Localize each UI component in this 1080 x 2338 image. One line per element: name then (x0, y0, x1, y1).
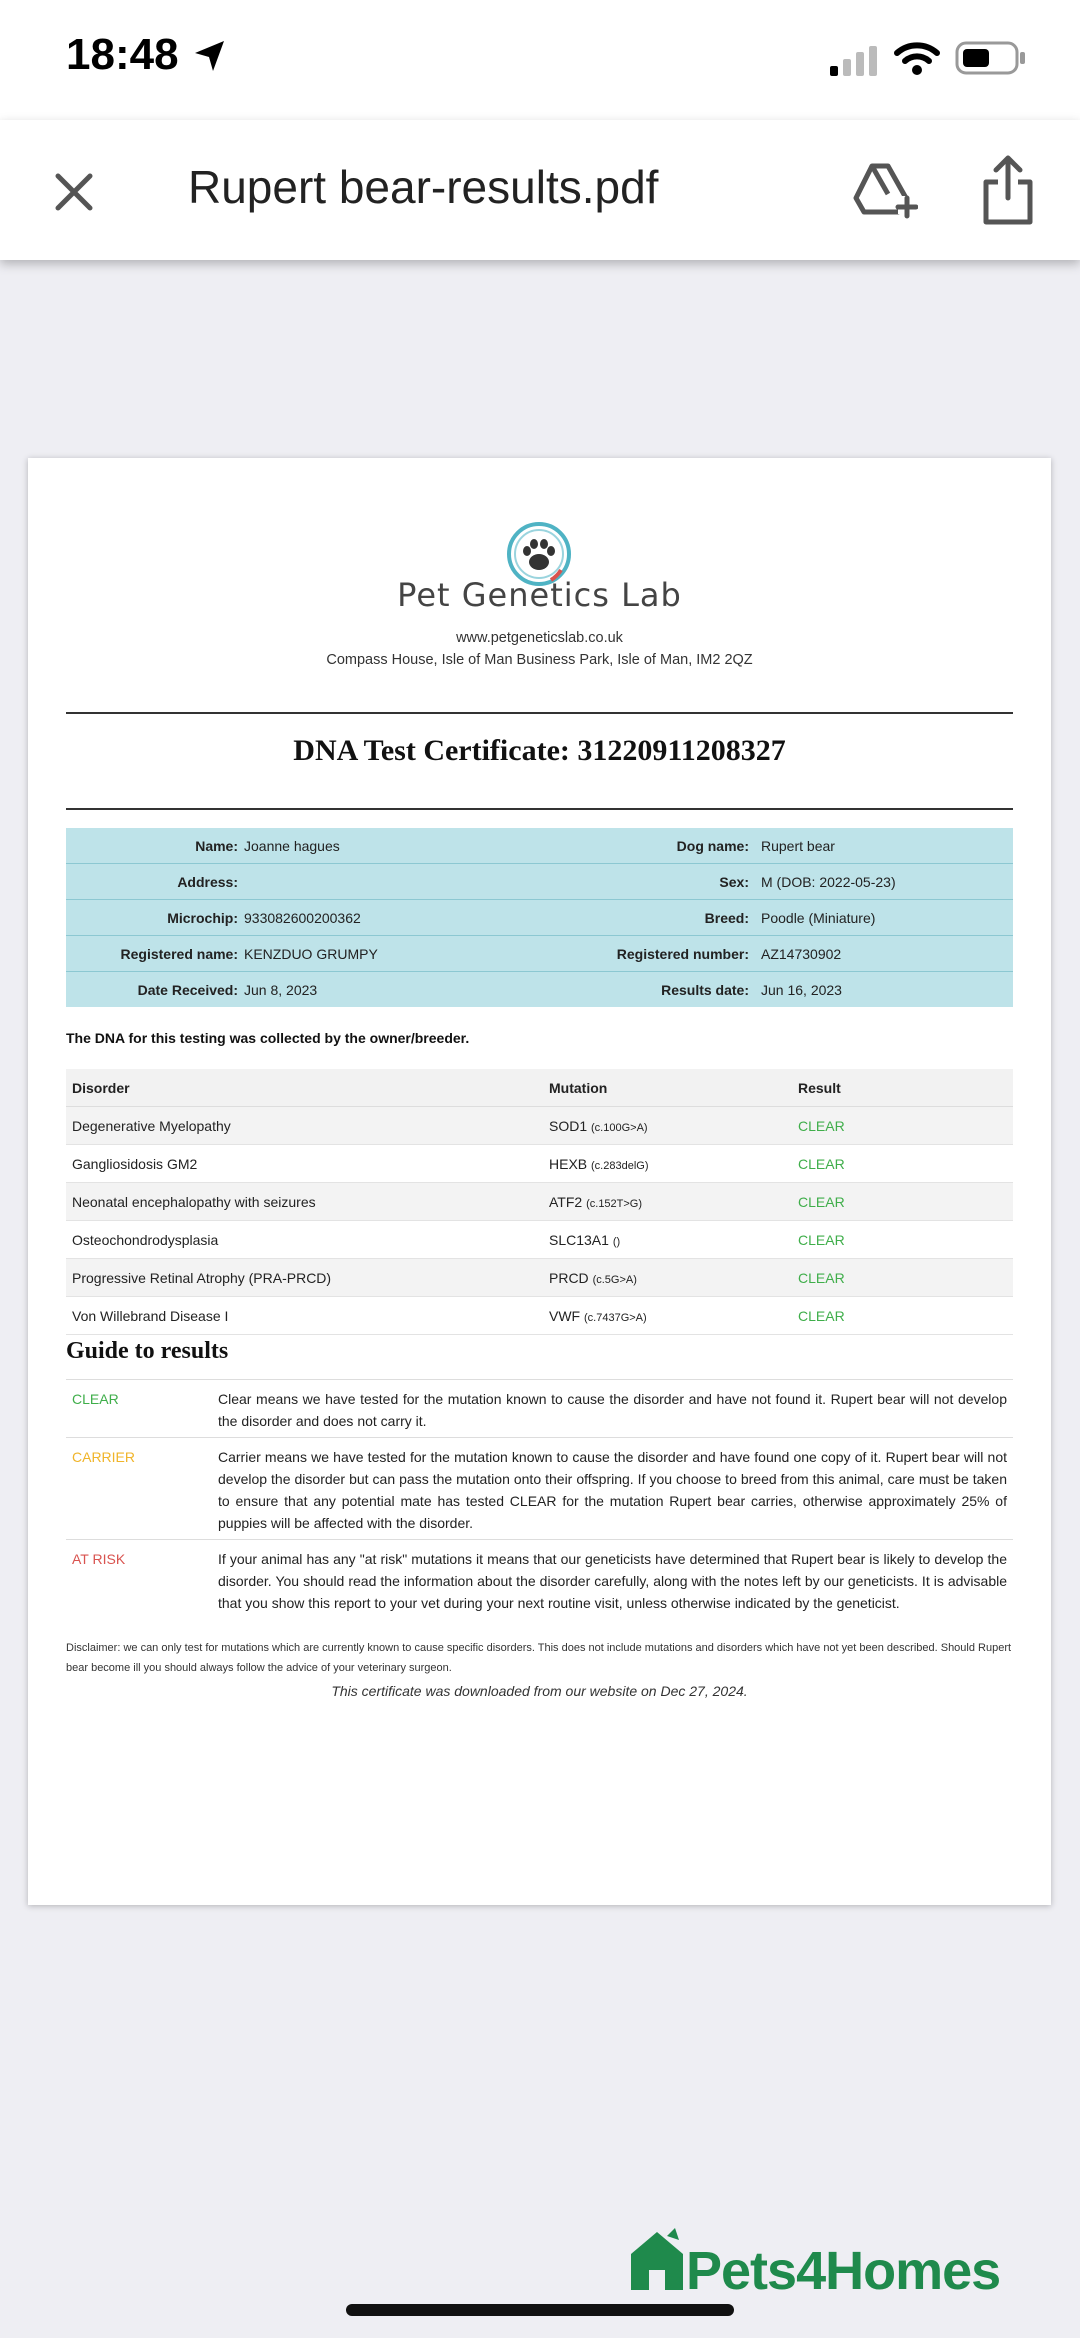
info-row (66, 828, 1013, 864)
table-row (66, 1183, 1013, 1221)
info-label: Breed: (704, 910, 749, 926)
info-label: Registered name: (120, 946, 238, 962)
info-row (66, 936, 1013, 972)
gene-name: PRCD (549, 1269, 589, 1286)
column-header-result: Result (792, 1069, 1013, 1107)
info-value: Jun 16, 2023 (761, 982, 842, 998)
guide-key: CARRIER (66, 1438, 212, 1540)
guide-key: AT RISK (66, 1540, 212, 1620)
info-value: Jun 8, 2023 (244, 982, 318, 998)
info-value: AZ14730902 (761, 946, 842, 962)
info-label: Registered number: (616, 946, 749, 962)
mutation-cell (543, 1145, 792, 1183)
disorder-cell: Degenerative Myelopathy (66, 1107, 543, 1145)
cellular-signal-icon (830, 46, 880, 76)
guide-text: Carrier means we have tested for the mutation known to cause the disorder and have found one copy of it. Rupert bear will not develop the disorder but can pass the mutation onto their offspring. If you choose to breed from this animal, care must be taken to ensure that any potential mate has tested CLEAR for the mutation Rupert bear carries, otherwise approximately 25% of puppies will be affected with the disorder. (212, 1438, 1013, 1540)
variant-code: (c.5G>A) (592, 1273, 637, 1286)
info-row (66, 972, 1013, 1007)
result-cell: CLEAR (792, 1145, 1013, 1183)
gene-name: SOD1 (549, 1117, 588, 1134)
disclaimer: Disclaimer: we can only test for mutations which are currently known to cause specific disorders. This does not include mutations and disorders which have not yet been described. Should Rupert bear become ill you should always follow the advice of your veterinary surgeon. (66, 1642, 1012, 1674)
document-title: Rupert bear-results.pdf (188, 161, 659, 213)
owner-dog-info-table (66, 828, 1013, 1007)
result-cell: CLEAR (792, 1297, 1013, 1335)
info-value: KENZDUO GRUMPY (244, 946, 378, 962)
status-time: 18:48 (66, 30, 179, 79)
disorder-cell: Gangliosidosis GM2 (66, 1145, 543, 1183)
close-icon[interactable] (48, 166, 100, 218)
lab-name: Pet Genetics Lab (397, 576, 682, 614)
column-header-mutation: Mutation (543, 1069, 792, 1107)
info-value: M (DOB: 2022-05-23) (761, 874, 896, 890)
certificate-title: DNA Test Certificate: 31220911208327 (293, 734, 786, 767)
guide-title: Guide to results (66, 1338, 229, 1364)
divider (66, 712, 1013, 714)
guide-row-carrier (66, 1438, 1013, 1540)
info-label: Address: (177, 874, 238, 890)
variant-code: (c.7437G>A) (584, 1311, 647, 1324)
variant-code: (c.283delG) (591, 1159, 649, 1172)
disorder-cell: Progressive Retinal Atrophy (PRA-PRCD) (66, 1259, 543, 1297)
pdf-page[interactable] (28, 458, 1051, 1905)
table-header-row (66, 1069, 1013, 1107)
mutation-cell (543, 1107, 792, 1145)
info-label: Name: (195, 838, 238, 854)
pets4homes-logo-icon (627, 2226, 687, 2292)
guide-row-clear (66, 1380, 1013, 1438)
watermark-text: Pets4Homes (686, 2241, 1001, 2301)
gene-name: ATF2 (549, 1193, 583, 1210)
mutation-cell (543, 1183, 792, 1221)
battery-icon (955, 40, 1027, 76)
variant-code: (c.152T>G) (586, 1197, 643, 1210)
result-cell: CLEAR (792, 1107, 1013, 1145)
viewer-toolbar (0, 120, 1080, 260)
add-to-drive-icon[interactable] (848, 154, 918, 224)
column-header-disorder: Disorder (66, 1069, 543, 1107)
home-indicator[interactable] (346, 2304, 734, 2316)
dna-collection-note: The DNA for this testing was collected by the owner/breeder. (66, 1030, 470, 1046)
info-label: Microchip: (167, 910, 238, 926)
info-row (66, 864, 1013, 900)
divider (66, 808, 1013, 810)
share-icon[interactable] (978, 154, 1038, 226)
location-arrow-icon (192, 38, 228, 74)
wifi-icon (893, 40, 941, 76)
info-row (66, 900, 1013, 936)
table-row (66, 1145, 1013, 1183)
result-cell: CLEAR (792, 1259, 1013, 1297)
status-bar (0, 0, 1080, 120)
disorder-cell: Osteochondrodysplasia (66, 1221, 543, 1259)
guide-text: If your animal has any "at risk" mutations it means that our geneticists have determined that Rupert bear is likely to develop the disorder. You should read the information about the disorder carefully, along with the notes left by our geneticists. It is advisable that you show this report to your vet during your next routine visit, unless otherwise indicated by the geneticist. (212, 1540, 1013, 1620)
gene-name: SLC13A1 (549, 1231, 609, 1248)
guide-text: Clear means we have tested for the mutation known to cause the disorder and have not found it. Rupert bear will not develop the disorder and does not carry it. (212, 1380, 1013, 1438)
guide-row-at-risk (66, 1540, 1013, 1620)
download-note: This certificate was downloaded from our website on Dec 27, 2024. (331, 1683, 748, 1699)
mutation-results-table (66, 1069, 1013, 1335)
table-row (66, 1297, 1013, 1335)
info-label: Date Received: (137, 982, 238, 998)
info-label: Dog name: (676, 838, 749, 854)
info-label: Results date: (661, 982, 749, 998)
gene-name: VWF (549, 1307, 581, 1324)
info-value: Poodle (Miniature) (761, 910, 876, 926)
table-row (66, 1221, 1013, 1259)
table-row (66, 1107, 1013, 1145)
info-value: 933082600200362 (244, 910, 361, 926)
result-cell: CLEAR (792, 1221, 1013, 1259)
lab-address: Compass House, Isle of Man Business Park, Isle of Man, IM2 2QZ (326, 652, 753, 668)
disorder-cell: Von Willebrand Disease I (66, 1297, 543, 1335)
lab-website: www.petgeneticslab.co.uk (456, 630, 623, 646)
info-value: Rupert bear (761, 838, 835, 854)
table-row (66, 1259, 1013, 1297)
result-cell: CLEAR (792, 1183, 1013, 1221)
variant-code: () (612, 1235, 621, 1248)
info-value: Joanne hagues (244, 838, 340, 854)
mutation-cell (543, 1259, 792, 1297)
guide-table (66, 1379, 1013, 1619)
mutation-cell (543, 1297, 792, 1335)
disorder-cell: Neonatal encephalopathy with seizures (66, 1183, 543, 1221)
mutation-cell (543, 1221, 792, 1259)
variant-code: (c.100G>A) (591, 1121, 648, 1134)
info-label: Sex: (719, 874, 749, 890)
guide-key: CLEAR (66, 1380, 212, 1438)
gene-name: HEXB (549, 1155, 588, 1172)
